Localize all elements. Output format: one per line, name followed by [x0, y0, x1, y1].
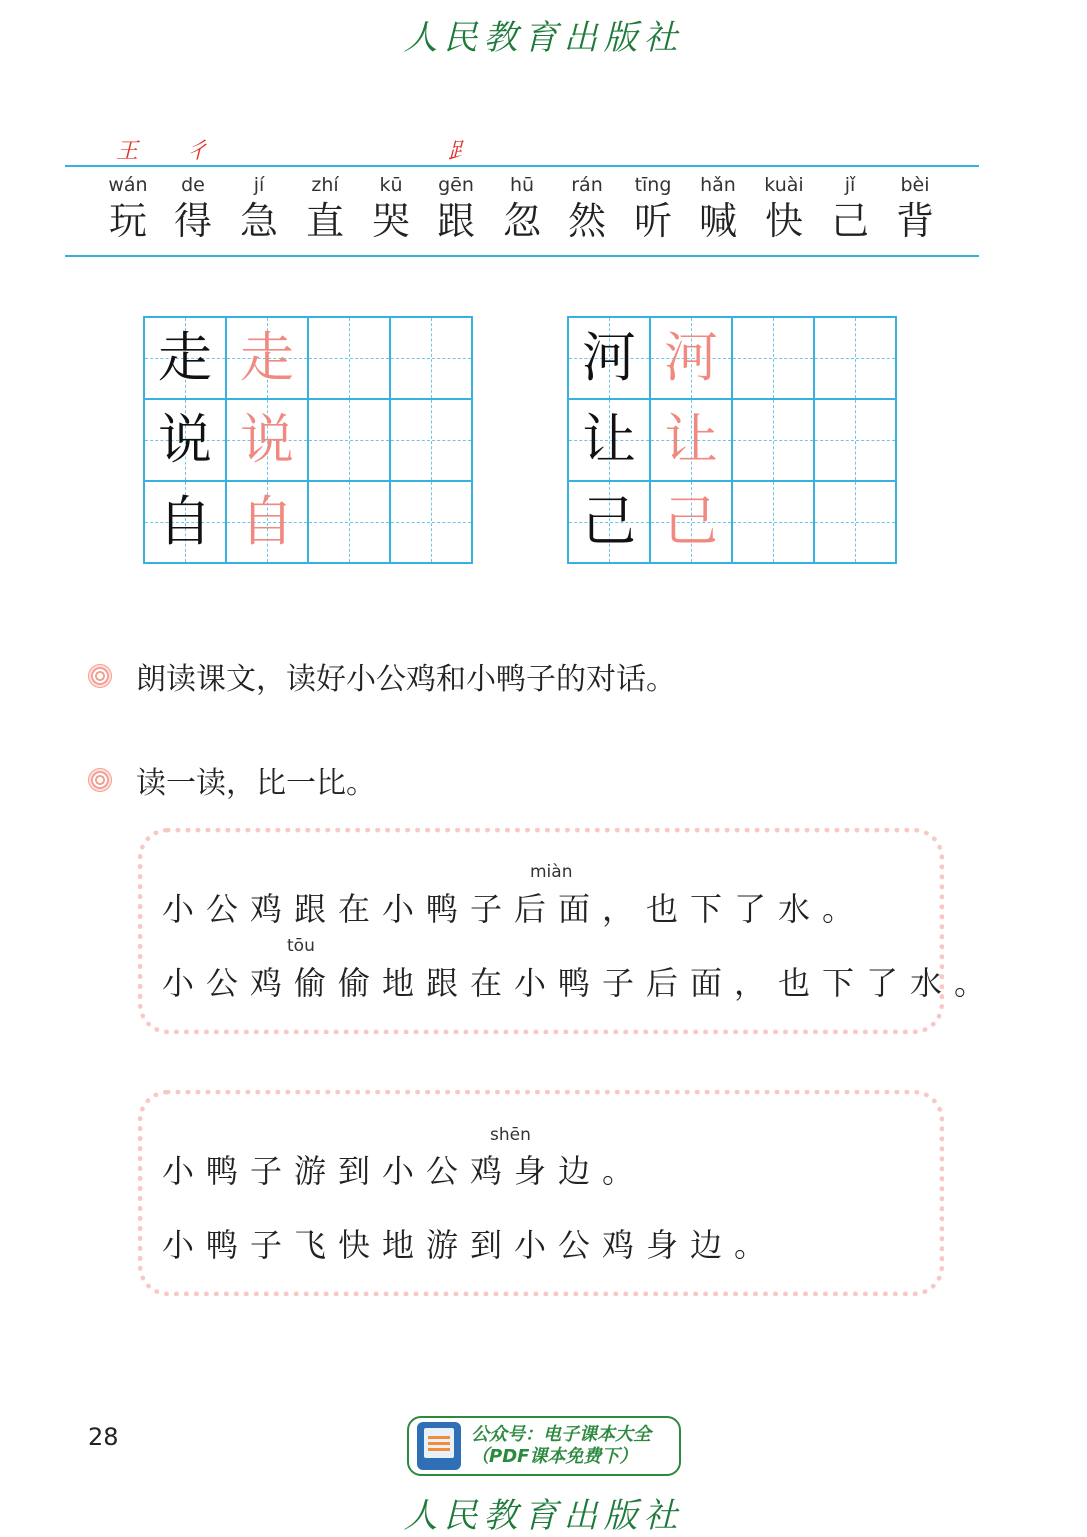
vocab-bottom-line — [65, 255, 979, 257]
vocab-item — [161, 172, 225, 244]
radical-wang: 王 — [116, 139, 139, 164]
compare-2-sentence-2: 小鸭子飞快地游到小公鸡身边。 — [162, 1226, 779, 1264]
grid-cell-empty[interactable] — [815, 318, 895, 400]
vocab-char: 跟 — [436, 199, 475, 243]
vocab-pinyin: tīng — [634, 174, 672, 196]
grid-cell-empty[interactable] — [391, 318, 471, 400]
vocab-item — [686, 172, 750, 244]
grid-cell-empty[interactable] — [391, 482, 471, 562]
vocab-pinyin: gēn — [438, 174, 474, 196]
grid-cell-model: 说 — [145, 400, 227, 482]
vocab-pinyin: kū — [379, 174, 403, 196]
grid-cell-model: 让 — [569, 400, 651, 482]
vocab-pinyin: hǎn — [700, 174, 736, 196]
grid-cell-model: 河 — [569, 318, 651, 400]
grid-cell-empty[interactable] — [309, 482, 391, 562]
grid-cell-empty[interactable] — [391, 400, 471, 482]
instruction-read-aloud — [88, 654, 676, 698]
grid-cell-empty[interactable] — [815, 482, 895, 562]
compare-2-sentence-1: 小鸭子游到小公鸡身边。 — [162, 1152, 647, 1190]
vocab-char: 急 — [239, 199, 278, 243]
grid-cell-trace: 自 — [227, 482, 309, 562]
vocab-char: 快 — [764, 199, 803, 243]
vocab-char: 玩 — [108, 199, 147, 243]
writing-grid-left — [143, 316, 473, 564]
vocab-char: 忽 — [502, 199, 541, 243]
grid-cell-empty[interactable] — [733, 400, 815, 482]
grid-cell-trace: 己 — [651, 482, 733, 562]
radical-chi: 彳 — [186, 139, 209, 164]
vocab-item — [752, 172, 816, 244]
vocab-char: 喊 — [698, 199, 737, 243]
vocab-top-line — [65, 165, 979, 167]
page-number: 28 — [88, 1423, 119, 1451]
grid-cell-empty[interactable] — [733, 318, 815, 400]
promo-badge[interactable] — [407, 1416, 681, 1476]
grid-cell-model: 自 — [145, 482, 227, 562]
publisher-logo-top: 人民教育出版社 — [403, 18, 684, 58]
vocab-item — [227, 172, 291, 244]
vocab-char: 听 — [633, 199, 672, 243]
promo-text — [471, 1424, 651, 1468]
grid-cell-trace: 让 — [651, 400, 733, 482]
grid-cell-empty[interactable] — [733, 482, 815, 562]
grid-cell-trace: 说 — [227, 400, 309, 482]
promo-line-1: 公众号：电子课本大全 — [471, 1424, 651, 1445]
vocab-pinyin: rán — [571, 174, 603, 196]
compare-1-sentence-2: 小公鸡偷偷地跟在小鸭子后面，也下了水。 — [162, 964, 999, 1002]
vocab-item — [818, 172, 882, 244]
spiral-bullet-icon — [88, 768, 112, 792]
vocab-char: 得 — [173, 199, 212, 243]
pinyin-tou: tōu — [287, 936, 315, 956]
instruction-text: 朗读课文，读好小公鸡和小鸭子的对话。 — [136, 662, 676, 697]
compare-1-sentence-1: 小公鸡跟在小鸭子后面，也下了水。 — [162, 890, 867, 928]
publisher-logo-bottom: 人民教育出版社 — [403, 1496, 684, 1536]
vocab-pinyin: bèi — [900, 174, 930, 196]
vocab-item — [96, 172, 160, 244]
vocab-item — [555, 172, 619, 244]
grid-cell-empty[interactable] — [309, 318, 391, 400]
vocab-item — [293, 172, 357, 244]
grid-cell-empty[interactable] — [815, 400, 895, 482]
writing-grid-right — [567, 316, 897, 564]
grid-cell-empty[interactable] — [309, 400, 391, 482]
vocab-item — [424, 172, 488, 244]
pinyin-mian: miàn — [530, 862, 573, 882]
vocab-pinyin: de — [181, 174, 205, 196]
grid-cell-trace: 走 — [227, 318, 309, 400]
vocab-pinyin: wán — [108, 174, 148, 196]
vocab-item — [359, 172, 423, 244]
vocab-char: 然 — [567, 199, 606, 243]
vocab-pinyin: hū — [509, 174, 535, 196]
pinyin-shen: shēn — [490, 1125, 531, 1145]
vocab-char: 直 — [305, 199, 344, 243]
grid-cell-model: 走 — [145, 318, 227, 400]
vocab-pinyin: jí — [253, 174, 265, 196]
vocab-char: 背 — [895, 199, 934, 243]
vocab-pinyin: kuài — [764, 174, 804, 196]
instruction-compare — [88, 758, 376, 802]
radical-zu: 𧾷 — [448, 139, 471, 164]
vocab-item — [883, 172, 947, 244]
promo-line-2: （PDF课本免费下） — [471, 1446, 638, 1467]
vocab-pinyin: jǐ — [844, 174, 856, 196]
instruction-text: 读一读，比一比。 — [136, 766, 376, 801]
vocab-item — [621, 172, 685, 244]
grid-cell-trace: 河 — [651, 318, 733, 400]
grid-cell-model: 己 — [569, 482, 651, 562]
vocab-item — [490, 172, 554, 244]
book-icon — [417, 1422, 461, 1470]
vocab-char: 哭 — [371, 199, 410, 243]
vocab-char: 己 — [830, 199, 869, 243]
vocab-pinyin: zhí — [311, 174, 339, 196]
spiral-bullet-icon — [88, 664, 112, 688]
